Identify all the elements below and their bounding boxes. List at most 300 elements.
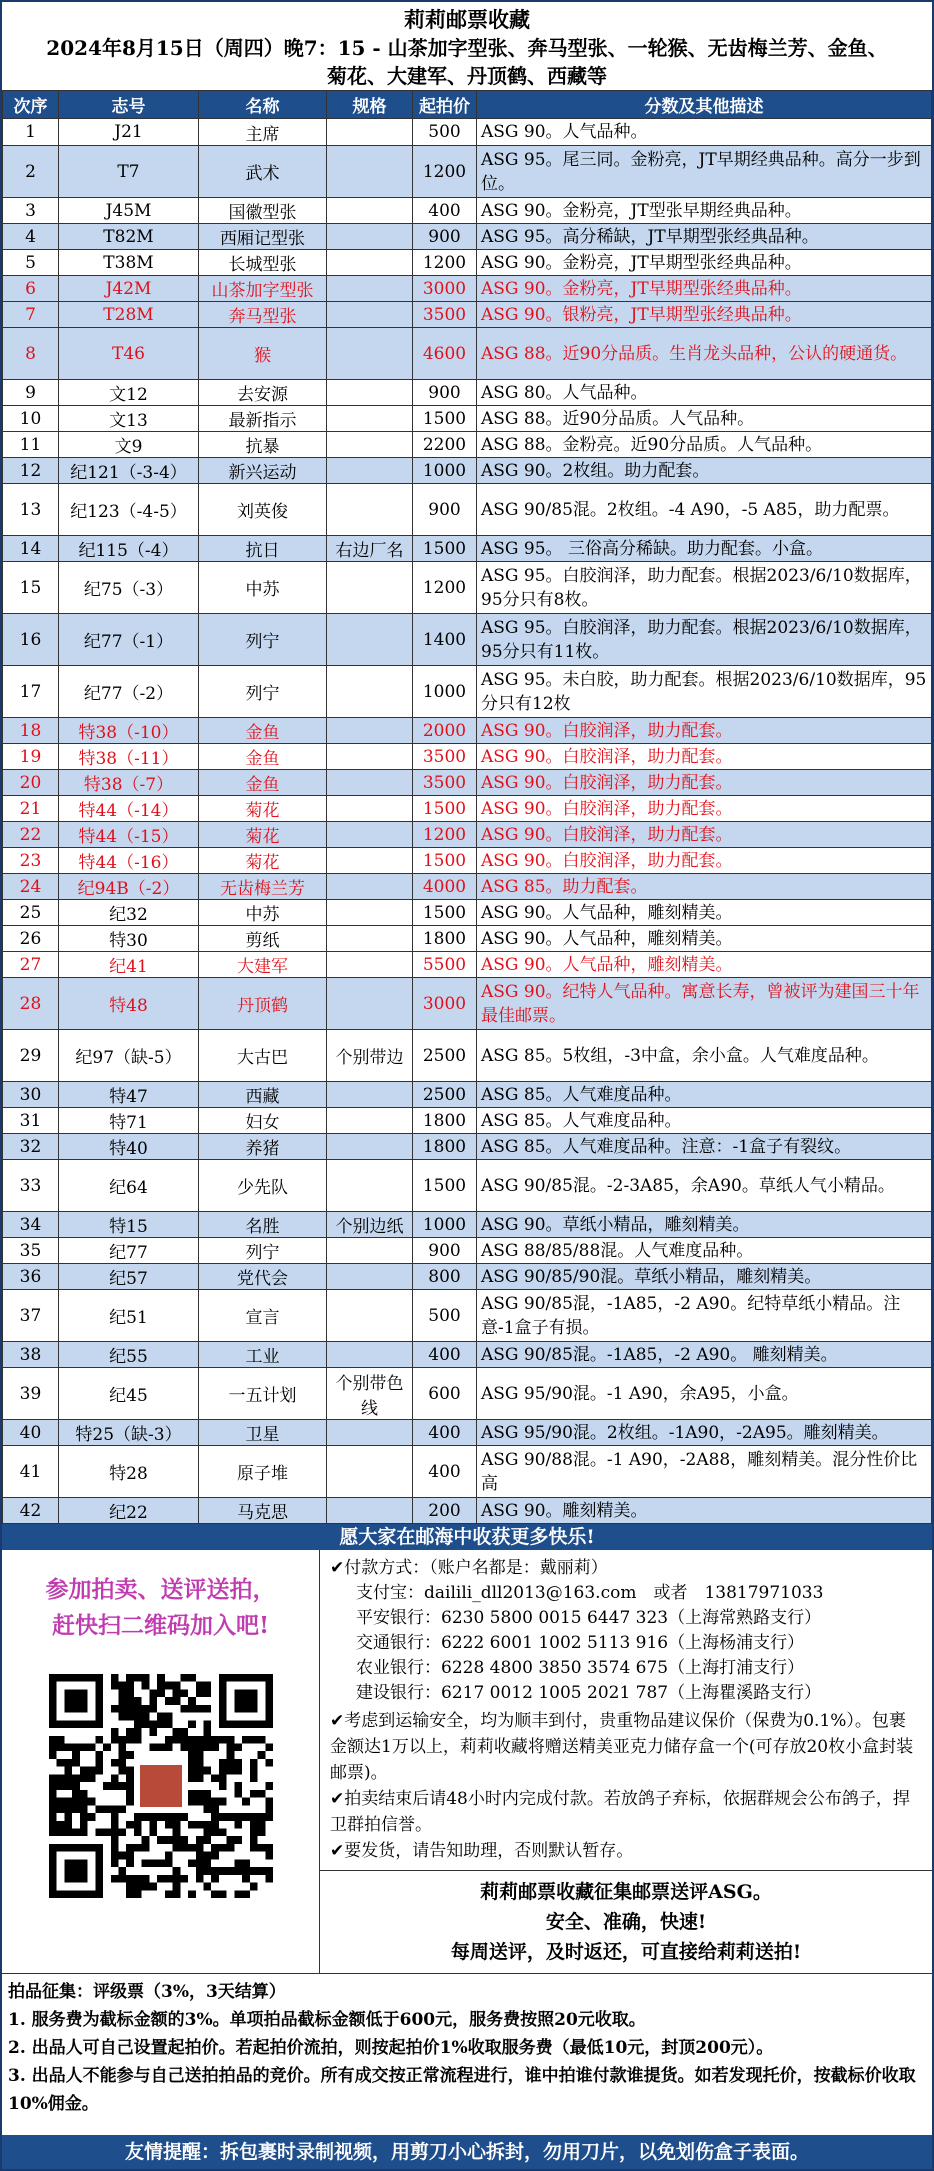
cell-code: J42M — [59, 276, 199, 302]
table-row — [3, 718, 932, 744]
col-header-name: 名称 — [199, 91, 327, 119]
cell-spec — [327, 978, 413, 1030]
cell-code: 纪57 — [59, 1264, 199, 1290]
cell-desc: ASG 85。5枚组，-3中盒，余小盒。人气难度品种。 — [477, 1030, 932, 1082]
cell-price: 3500 — [413, 744, 477, 770]
collect-note: 每周送评，及时返还，可直接给莉莉送拍! — [450, 1941, 802, 1963]
cell-code: 纪123（-4-5） — [59, 484, 199, 536]
cell-code: T38M — [59, 250, 199, 276]
cell-code: 特38（-10） — [59, 718, 199, 744]
cell-no: 31 — [3, 1108, 59, 1134]
fee-rule: 3. 出品人不能参与自己送拍拍品的竞价。所有成交按正常流程进行，谁中拍谁付款谁提货。如若发现托价，按截标价收取10%佣金。 — [8, 2066, 916, 2114]
join-text — [2, 1550, 319, 1644]
table-row — [3, 666, 932, 718]
cell-price: 1000 — [413, 458, 477, 484]
cell-spec — [327, 1498, 413, 1524]
reminder: 友情提醒：拆包裹时录制视频，用剪刀小心拆封，勿用刀片，以免划伤盒子表面。 — [2, 2135, 932, 2169]
cell-spec — [327, 900, 413, 926]
cell-no: 2 — [3, 146, 59, 198]
cell-no: 6 — [3, 276, 59, 302]
cell-no: 30 — [3, 1082, 59, 1108]
table-row — [3, 822, 932, 848]
cell-desc: ASG 90/88混。-1 A90，-2A88，雕刻精美。混分性价比高 — [477, 1446, 932, 1498]
cell-code: 文12 — [59, 380, 199, 406]
cell-price: 400 — [413, 198, 477, 224]
table-row — [3, 1212, 932, 1238]
cell-desc: ASG 85。人气难度品种。 — [477, 1108, 932, 1134]
cell-price: 3500 — [413, 770, 477, 796]
cell-price: 2500 — [413, 1030, 477, 1082]
cell-desc: ASG 88/85/88混。人气难度品种。 — [477, 1238, 932, 1264]
cell-code: J21 — [59, 119, 199, 146]
cell-desc: ASG 90。白胶润泽，助力配套。 — [477, 796, 932, 822]
table-row — [3, 1134, 932, 1160]
cell-spec — [327, 718, 413, 744]
cell-spec — [327, 1264, 413, 1290]
table-row — [3, 484, 932, 536]
bank-account: 平安银行：6230 5800 0015 6447 323（上海常熟路支行） — [356, 1608, 822, 1628]
cell-spec — [327, 328, 413, 380]
cell-no: 14 — [3, 536, 59, 562]
col-header-spec: 规格 — [327, 91, 413, 119]
cell-name: 宣言 — [199, 1290, 327, 1342]
cell-spec — [327, 380, 413, 406]
cell-price: 1500 — [413, 1160, 477, 1212]
cell-desc: ASG 95/90混。-1 A90，余A95，小盒。 — [477, 1368, 932, 1420]
cell-price: 1800 — [413, 1134, 477, 1160]
cell-name: 刘英俊 — [199, 484, 327, 536]
shipping-note: ✔考虑到运输安全，均为顺丰到付，贵重物品建议保价（保费为0.1%）。包裹金额达1万以上，莉莉收藏将赠送精美亚克力储存盒一个(可存放20枚小盒封装邮票)。 — [330, 1711, 914, 1783]
cell-code: T46 — [59, 328, 199, 380]
cell-no: 42 — [3, 1498, 59, 1524]
cell-price: 1000 — [413, 1212, 477, 1238]
cell-name: 菊花 — [199, 796, 327, 822]
fees-title: 拍品征集：评级票（3%，3天结算） — [8, 1982, 286, 2002]
table-row — [3, 1446, 932, 1498]
table-row — [3, 1108, 932, 1134]
cell-code: 特15 — [59, 1212, 199, 1238]
cell-price: 500 — [413, 1290, 477, 1342]
fee-rule: 1. 服务费为截标金额的3%。单项拍品截标金额低于600元，服务费按照20元收取。 — [8, 2010, 646, 2030]
cell-no: 12 — [3, 458, 59, 484]
cell-no: 5 — [3, 250, 59, 276]
cell-spec — [327, 484, 413, 536]
payment-title: ✔付款方式：（账户名都是：戴丽莉） — [330, 1558, 608, 1578]
table-row — [3, 406, 932, 432]
table-row — [3, 770, 932, 796]
table-row — [3, 1420, 932, 1446]
cell-desc: ASG 90。金粉亮，JT早期型张经典品种。 — [477, 250, 932, 276]
cell-code: 文13 — [59, 406, 199, 432]
cell-desc: ASG 90。白胶润泽，助力配套。 — [477, 744, 932, 770]
cell-desc: ASG 88。金粉亮。近90分品质。人气品种。 — [477, 432, 932, 458]
qr-code-icon[interactable] — [49, 1674, 273, 1898]
cell-price: 1500 — [413, 848, 477, 874]
cell-no: 23 — [3, 848, 59, 874]
cell-price: 2200 — [413, 432, 477, 458]
table-row — [3, 1238, 932, 1264]
cell-price: 1200 — [413, 146, 477, 198]
table-row — [3, 952, 932, 978]
cell-price: 500 — [413, 119, 477, 146]
table-row — [3, 1368, 932, 1420]
table-row — [3, 1342, 932, 1368]
banner: 愿大家在邮海中收获更多快乐! — [2, 1524, 932, 1550]
cell-desc: ASG 90/85混。-2-3A85，余A90。草纸人气小精品。 — [477, 1160, 932, 1212]
cell-code: 纪77（-1） — [59, 614, 199, 666]
cell-spec — [327, 1290, 413, 1342]
cell-no: 19 — [3, 744, 59, 770]
cell-spec — [327, 770, 413, 796]
cell-price: 1200 — [413, 562, 477, 614]
table-row — [3, 796, 932, 822]
cell-spec: 个别带色线 — [327, 1368, 413, 1420]
cell-name: 工业 — [199, 1342, 327, 1368]
cell-name: 金鱼 — [199, 770, 327, 796]
bank-account: 交通银行：6222 6001 1002 5113 916（上海杨浦支行） — [356, 1633, 805, 1653]
cell-spec — [327, 1134, 413, 1160]
cell-desc: ASG 90。金粉亮，JT早期型张经典品种。 — [477, 276, 932, 302]
cell-price: 200 — [413, 1498, 477, 1524]
cell-spec — [327, 276, 413, 302]
cell-name: 西藏 — [199, 1082, 327, 1108]
cell-desc: ASG 85。人气难度品种。 — [477, 1082, 932, 1108]
cell-no: 35 — [3, 1238, 59, 1264]
cell-no: 3 — [3, 198, 59, 224]
cell-spec — [327, 822, 413, 848]
cell-desc: ASG 95。高分稀缺，JT早期型张经典品种。 — [477, 224, 932, 250]
cell-spec — [327, 1238, 413, 1264]
cell-price: 3000 — [413, 978, 477, 1030]
cell-desc: ASG 90。纪特人气品种。寓意长寿，曾被评为建国三十年最佳邮票。 — [477, 978, 932, 1030]
cell-price: 4600 — [413, 328, 477, 380]
cell-desc: ASG 95。未白胶，助力配套。根据2023/6/10数据库，95分只有12枚 — [477, 666, 932, 718]
cell-code: 特44（-14） — [59, 796, 199, 822]
table-row — [3, 1082, 932, 1108]
cell-desc: ASG 90/85混。-1A85，-2 A90。 雕刻精美。 — [477, 1342, 932, 1368]
cell-price: 1800 — [413, 926, 477, 952]
cell-spec — [327, 146, 413, 198]
col-header-no: 次序 — [3, 91, 59, 119]
cell-code: 特71 — [59, 1108, 199, 1134]
cell-price: 2000 — [413, 718, 477, 744]
subtitle-line1: 2024年8月15日（周四）晚7：15 - 山茶加字型张、奔马型张、一轮猴、无齿梅兰芳、金鱼、 — [46, 36, 888, 60]
cell-price: 1200 — [413, 822, 477, 848]
cell-code: 纪115（-4） — [59, 536, 199, 562]
cell-code: 特25（缺-3） — [59, 1420, 199, 1446]
cell-price: 1400 — [413, 614, 477, 666]
cell-no: 39 — [3, 1368, 59, 1420]
cell-no: 20 — [3, 770, 59, 796]
cell-name: 一五计划 — [199, 1368, 327, 1420]
cell-spec — [327, 952, 413, 978]
col-header-code: 志号 — [59, 91, 199, 119]
cell-no: 40 — [3, 1420, 59, 1446]
cell-code: 纪77 — [59, 1238, 199, 1264]
cell-price: 1500 — [413, 406, 477, 432]
table-row — [3, 250, 932, 276]
table-row — [3, 302, 932, 328]
cell-name: 主席 — [199, 119, 327, 146]
cell-desc: ASG 90。人气品种。 — [477, 119, 932, 146]
bottom-section — [2, 1550, 932, 1974]
cell-code: T7 — [59, 146, 199, 198]
cell-name: 少先队 — [199, 1160, 327, 1212]
cell-desc: ASG 85。助力配套。 — [477, 874, 932, 900]
cell-no: 37 — [3, 1290, 59, 1342]
cell-code: 纪94B（-2） — [59, 874, 199, 900]
cell-desc: ASG 90。白胶润泽，助力配套。 — [477, 770, 932, 796]
cell-name: 名胜 — [199, 1212, 327, 1238]
join-panel — [2, 1550, 320, 1973]
cell-desc: ASG 90。白胶润泽，助力配套。 — [477, 848, 932, 874]
cell-code: 特28 — [59, 1446, 199, 1498]
table-row — [3, 119, 932, 146]
cell-spec — [327, 614, 413, 666]
cell-price: 400 — [413, 1342, 477, 1368]
cell-spec — [327, 1420, 413, 1446]
join-line2: 赶快扫二维码加入吧! — [51, 1612, 270, 1639]
cell-name: 新兴运动 — [199, 458, 327, 484]
cell-no: 27 — [3, 952, 59, 978]
cell-desc: ASG 90。雕刻精美。 — [477, 1498, 932, 1524]
page-title: 莉莉邮票收藏 — [404, 7, 530, 32]
cell-desc: ASG 88。近90分品质。人气品种。 — [477, 406, 932, 432]
cell-no: 34 — [3, 1212, 59, 1238]
cell-price: 1500 — [413, 900, 477, 926]
cell-no: 13 — [3, 484, 59, 536]
cell-name: 金鱼 — [199, 744, 327, 770]
cell-desc: ASG 90/85/90混。草纸小精品，雕刻精美。 — [477, 1264, 932, 1290]
cell-name: 卫星 — [199, 1420, 327, 1446]
cell-name: 列宁 — [199, 1238, 327, 1264]
cell-spec — [327, 666, 413, 718]
cell-desc: ASG 90。2枚组。助力配套。 — [477, 458, 932, 484]
cell-code: 纪22 — [59, 1498, 199, 1524]
cell-desc: ASG 88。近90分品质。生肖龙头品种，公认的硬通货。 — [477, 328, 932, 380]
cell-desc: ASG 85。人气难度品种。注意：-1盒子有裂纹。 — [477, 1134, 932, 1160]
table-row — [3, 744, 932, 770]
cell-desc: ASG 90。银粉亮，JT早期型张经典品种。 — [477, 302, 932, 328]
cell-no: 25 — [3, 900, 59, 926]
cell-desc: ASG 90/85混。2枚组。-4 A90，-5 A85，助力配票。 — [477, 484, 932, 536]
cell-price: 900 — [413, 224, 477, 250]
cell-price: 1000 — [413, 666, 477, 718]
bank-account: 农业银行：6228 4800 3850 3574 675（上海打浦支行） — [356, 1658, 805, 1678]
cell-code: 纪41 — [59, 952, 199, 978]
delivery-note: ✔要发货，请告知助理，否则默认暂存。 — [330, 1841, 634, 1861]
alipay-account: 支付宝：dailili_dll2013@163.com 或者 13817971033 — [356, 1583, 824, 1603]
cell-name: 奔马型张 — [199, 302, 327, 328]
cell-code: 特40 — [59, 1134, 199, 1160]
table-row — [3, 432, 932, 458]
cell-name: 金鱼 — [199, 718, 327, 744]
cell-name: 列宁 — [199, 614, 327, 666]
cell-spec — [327, 744, 413, 770]
cell-price: 400 — [413, 1446, 477, 1498]
cell-desc: ASG 95。 三俗高分稀缺。助力配套。小盒。 — [477, 536, 932, 562]
cell-name: 丹顶鹤 — [199, 978, 327, 1030]
cell-name: 菊花 — [199, 822, 327, 848]
cell-no: 21 — [3, 796, 59, 822]
cell-name: 原子堆 — [199, 1446, 327, 1498]
cell-no: 9 — [3, 380, 59, 406]
cell-spec — [327, 302, 413, 328]
cell-desc: ASG 90。白胶润泽，助力配套。 — [477, 822, 932, 848]
cell-no: 16 — [3, 614, 59, 666]
table-row — [3, 380, 932, 406]
cell-name: 中苏 — [199, 562, 327, 614]
table-row — [3, 198, 932, 224]
cell-code: 特30 — [59, 926, 199, 952]
cell-code: 纪32 — [59, 900, 199, 926]
table-row — [3, 900, 932, 926]
cell-no: 26 — [3, 926, 59, 952]
table-row — [3, 614, 932, 666]
table-row — [3, 848, 932, 874]
cell-no: 29 — [3, 1030, 59, 1082]
cell-no: 4 — [3, 224, 59, 250]
cell-desc: ASG 95。白胶润泽，助力配套。根据2023/6/10数据库，95分只有11枚。 — [477, 614, 932, 666]
cell-name: 马克思 — [199, 1498, 327, 1524]
collect-info — [320, 1870, 932, 1973]
table-row — [3, 926, 932, 952]
cell-no: 41 — [3, 1446, 59, 1498]
cell-name: 武术 — [199, 146, 327, 198]
table-row — [3, 536, 932, 562]
cell-name: 西厢记型张 — [199, 224, 327, 250]
cell-no: 28 — [3, 978, 59, 1030]
cell-code: 特44（-16） — [59, 848, 199, 874]
cell-desc: ASG 90。金粉亮，JT型张早期经典品种。 — [477, 198, 932, 224]
cell-price: 1800 — [413, 1108, 477, 1134]
collect-slogan: 安全、准确，快速! — [545, 1911, 707, 1933]
cell-spec — [327, 406, 413, 432]
cell-spec — [327, 1446, 413, 1498]
header — [2, 2, 932, 90]
cell-spec — [327, 796, 413, 822]
table-row — [3, 1498, 932, 1524]
cell-desc: ASG 90。白胶润泽，助力配套。 — [477, 718, 932, 744]
cell-price: 3500 — [413, 302, 477, 328]
cell-name: 中苏 — [199, 900, 327, 926]
cell-no: 36 — [3, 1264, 59, 1290]
cell-no: 18 — [3, 718, 59, 744]
cell-code: 特38（-11） — [59, 744, 199, 770]
cell-name: 养猪 — [199, 1134, 327, 1160]
cell-no: 38 — [3, 1342, 59, 1368]
table-row — [3, 874, 932, 900]
cell-desc: ASG 90。人气品种，雕刻精美。 — [477, 900, 932, 926]
cell-name: 列宁 — [199, 666, 327, 718]
cell-code: 纪121（-3-4） — [59, 458, 199, 484]
cell-code: 纪75（-3） — [59, 562, 199, 614]
cell-name: 菊花 — [199, 848, 327, 874]
cell-desc: ASG 90。人气品种，雕刻精美。 — [477, 952, 932, 978]
cell-no: 24 — [3, 874, 59, 900]
payment-deadline-note: ✔拍卖结束后请48小时内完成付款。若放鸽子弃标，依据群规会公布鸽子，捍卫群拍信誉。 — [330, 1789, 910, 1835]
cell-price: 600 — [413, 1368, 477, 1420]
cell-no: 17 — [3, 666, 59, 718]
cell-spec — [327, 1160, 413, 1212]
cell-spec — [327, 250, 413, 276]
cell-spec — [327, 432, 413, 458]
table-row — [3, 328, 932, 380]
cell-code: 纪64 — [59, 1160, 199, 1212]
cell-price: 400 — [413, 1420, 477, 1446]
cell-no: 33 — [3, 1160, 59, 1212]
cell-price: 5500 — [413, 952, 477, 978]
col-header-desc: 分数及其他描述 — [477, 91, 932, 119]
cell-price: 4000 — [413, 874, 477, 900]
cell-code: 纪97（缺-5） — [59, 1030, 199, 1082]
cell-name: 去安源 — [199, 380, 327, 406]
cell-price: 800 — [413, 1264, 477, 1290]
cell-spec — [327, 1342, 413, 1368]
cell-code: 纪45 — [59, 1368, 199, 1420]
cell-no: 1 — [3, 119, 59, 146]
col-header-price: 起拍价 — [413, 91, 477, 119]
cell-spec: 个别边纸 — [327, 1212, 413, 1238]
cell-no: 8 — [3, 328, 59, 380]
cell-name: 大古巴 — [199, 1030, 327, 1082]
cell-spec — [327, 562, 413, 614]
cell-desc: ASG 95。白胶润泽，助力配套。根据2023/6/10数据库，95分只有8枚。 — [477, 562, 932, 614]
cell-code: J45M — [59, 198, 199, 224]
cell-desc: ASG 95。尾三同。金粉亮，JT早期经典品种。高分一步到位。 — [477, 146, 932, 198]
cell-no: 15 — [3, 562, 59, 614]
bank-account: 建设银行：6217 0012 1005 2021 787（上海瞿溪路支行） — [356, 1683, 822, 1703]
cell-spec — [327, 224, 413, 250]
table-row — [3, 562, 932, 614]
cell-price: 1500 — [413, 536, 477, 562]
cell-name: 山茶加字型张 — [199, 276, 327, 302]
collect-title: 莉莉邮票收藏征集邮票送评ASG。 — [480, 1881, 772, 1903]
cell-spec — [327, 926, 413, 952]
cell-name: 妇女 — [199, 1108, 327, 1134]
cell-price: 900 — [413, 380, 477, 406]
subtitle-line2: 菊花、大建军、丹顶鹤、西藏等 — [327, 64, 607, 88]
info-panel — [320, 1550, 932, 1973]
cell-code: T28M — [59, 302, 199, 328]
join-line1: 参加拍卖、送评送拍， — [45, 1576, 276, 1603]
cell-code: 特44（-15） — [59, 822, 199, 848]
table-row — [3, 224, 932, 250]
cell-price: 900 — [413, 484, 477, 536]
table-row — [3, 1264, 932, 1290]
cell-desc: ASG 90。草纸小精品，雕刻精美。 — [477, 1212, 932, 1238]
cell-name: 长城型张 — [199, 250, 327, 276]
cell-name: 剪纸 — [199, 926, 327, 952]
cell-code: 纪77（-2） — [59, 666, 199, 718]
cell-code: 文9 — [59, 432, 199, 458]
cell-spec — [327, 458, 413, 484]
lot-table — [2, 90, 932, 1524]
cell-name: 抗暴 — [199, 432, 327, 458]
cell-code: 特38（-7） — [59, 770, 199, 796]
cell-name: 无齿梅兰芳 — [199, 874, 327, 900]
table-row — [3, 1290, 932, 1342]
cell-desc: ASG 80。人气品种。 — [477, 380, 932, 406]
cell-name: 国徽型张 — [199, 198, 327, 224]
cell-code: 纪55 — [59, 1342, 199, 1368]
cell-desc: ASG 90。人气品种，雕刻精美。 — [477, 926, 932, 952]
payment-info — [320, 1550, 932, 1708]
cell-no: 7 — [3, 302, 59, 328]
cell-desc: ASG 90/85混，-1A85，-2 A90。纪特草纸小精品。注意-1盒子有损。 — [477, 1290, 932, 1342]
cell-spec — [327, 848, 413, 874]
cell-desc: ASG 95/90混。2枚组。-1A90，-2A95。雕刻精美。 — [477, 1420, 932, 1446]
